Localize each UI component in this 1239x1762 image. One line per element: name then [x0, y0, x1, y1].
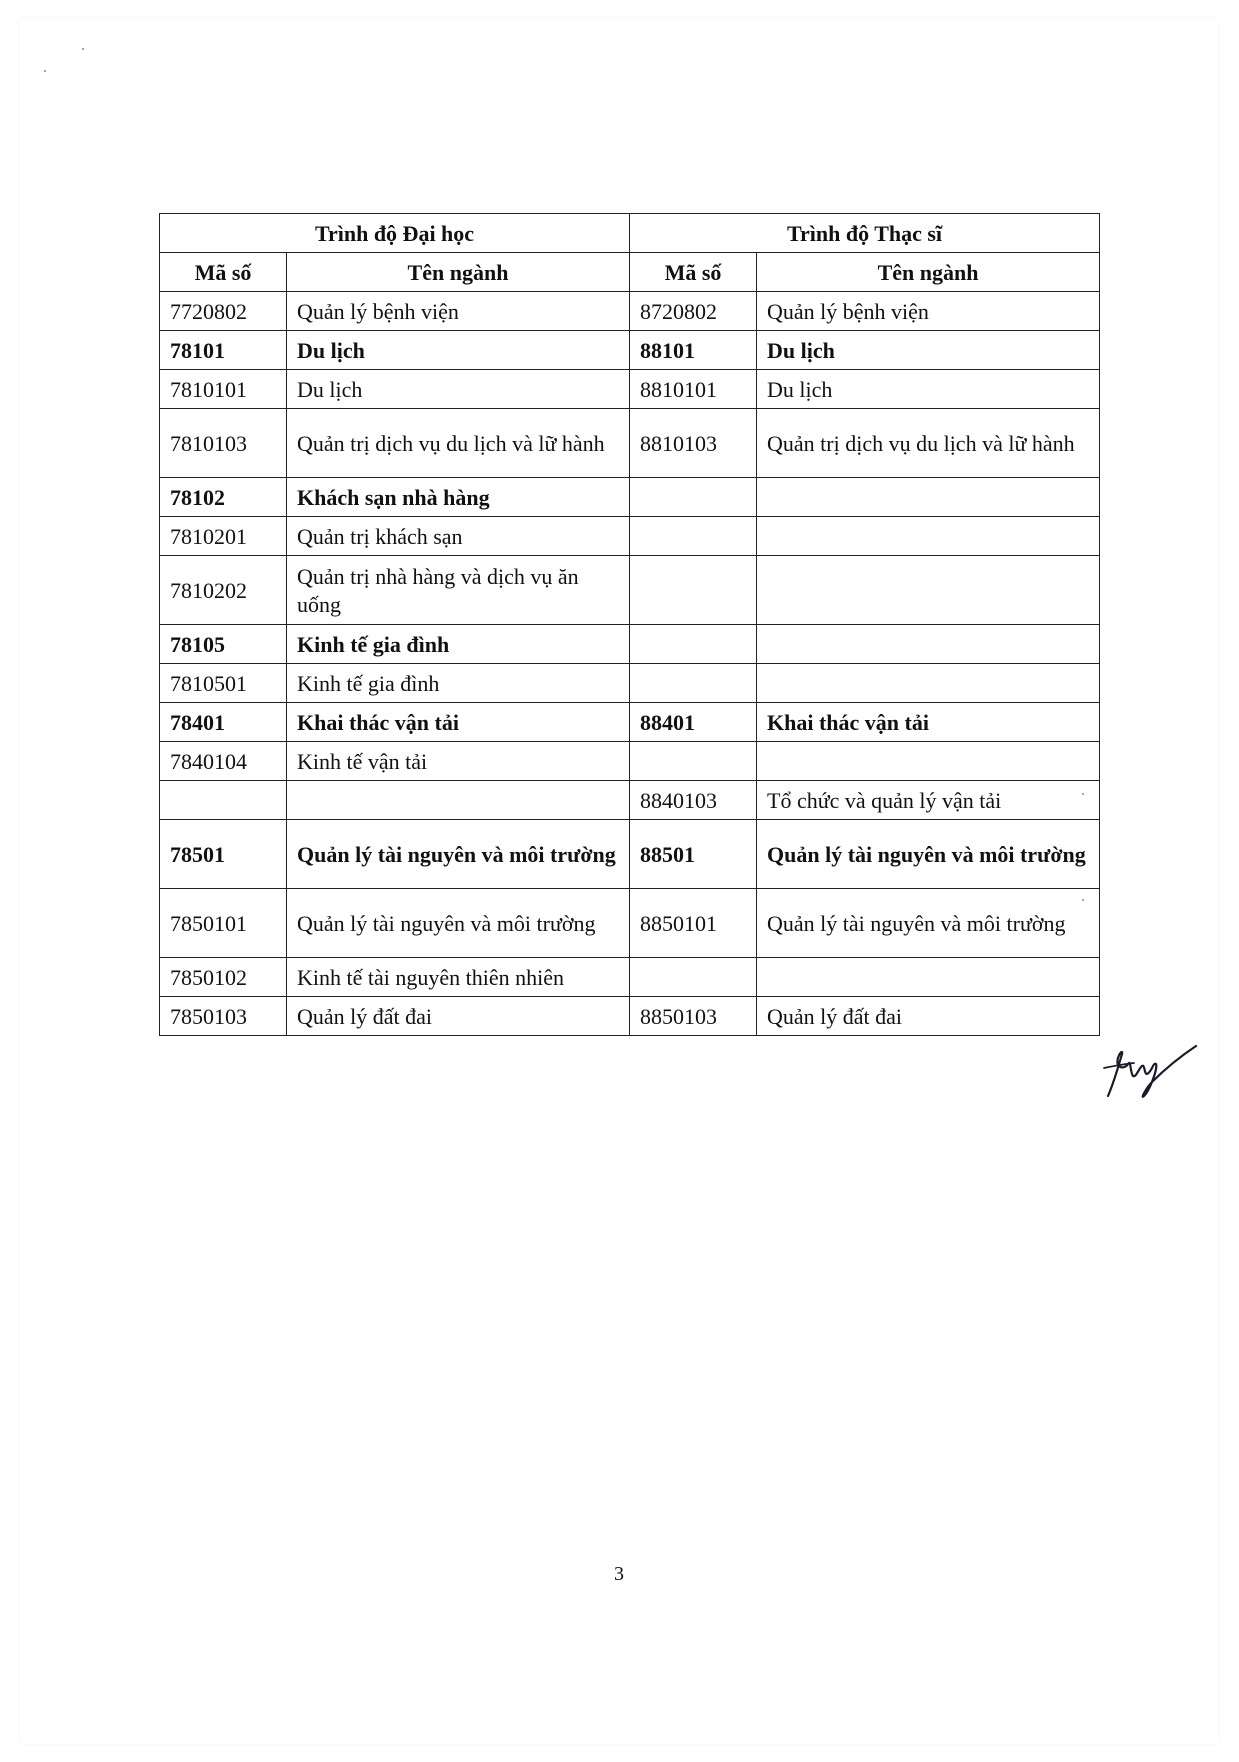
- bachelor-code-cell: 7850101: [160, 889, 287, 958]
- master-name-cell: [757, 742, 1100, 781]
- bachelor-level-header: Trình độ Đại học: [160, 214, 630, 253]
- table-row: [160, 997, 1100, 1036]
- table-column-header-row: [160, 253, 1100, 292]
- table-row: [160, 409, 1100, 478]
- table-row-group: [160, 478, 1100, 517]
- master-name-cell: [757, 664, 1100, 703]
- bachelor-code-cell: 7810202: [160, 556, 287, 625]
- master-code-cell: 8720802: [630, 292, 757, 331]
- master-name-cell: Khai thác vận tải: [757, 703, 1100, 742]
- master-code-cell: [630, 478, 757, 517]
- bachelor-code-cell: 78401: [160, 703, 287, 742]
- table-row: [160, 781, 1100, 820]
- bachelor-name-cell: Kinh tế gia đình: [287, 664, 630, 703]
- table-row: [160, 370, 1100, 409]
- bachelor-code-cell: 7810101: [160, 370, 287, 409]
- bachelor-code-cell: 78102: [160, 478, 287, 517]
- master-code-cell: [630, 556, 757, 625]
- bachelor-name-cell: Kinh tế gia đình: [287, 625, 630, 664]
- table-row-group: [160, 703, 1100, 742]
- master-name-cell: [757, 958, 1100, 997]
- bachelor-name-cell: Quản lý bệnh viện: [287, 292, 630, 331]
- page-sheet: [20, 18, 1218, 1744]
- master-code-cell: 88501: [630, 820, 757, 889]
- bachelor-code-cell: 78101: [160, 331, 287, 370]
- master-code-cell: [630, 517, 757, 556]
- bachelor-name-cell: Du lịch: [287, 370, 630, 409]
- document-page: [20, 18, 1218, 1744]
- master-code-cell: 8850103: [630, 997, 757, 1036]
- master-code-cell: 8850101: [630, 889, 757, 958]
- bachelor-name-cell: Quản trị nhà hàng và dịch vụ ăn uống: [287, 556, 630, 625]
- table-row: [160, 292, 1100, 331]
- table-group-header-row: [160, 214, 1100, 253]
- master-name-cell: Quản lý bệnh viện: [757, 292, 1100, 331]
- table-row: [160, 517, 1100, 556]
- bachelor-code-cell: 7810103: [160, 409, 287, 478]
- master-name-cell: Quản lý tài nguyên và môi trường: [757, 820, 1100, 889]
- handwritten-signature: [1100, 1038, 1200, 1102]
- master-code-cell: 8810103: [630, 409, 757, 478]
- master-code-cell: [630, 664, 757, 703]
- master-name-cell: Quản lý tài nguyên và môi trường: [757, 889, 1100, 958]
- master-code-cell: 88401: [630, 703, 757, 742]
- master-level-header: Trình độ Thạc sĩ: [630, 214, 1100, 253]
- table-row: [160, 556, 1100, 625]
- bachelor-name-cell: [287, 781, 630, 820]
- master-code-cell: [630, 958, 757, 997]
- bachelor-name-cell: Kinh tế vận tải: [287, 742, 630, 781]
- table-row: [160, 664, 1100, 703]
- master-name-cell: Du lịch: [757, 370, 1100, 409]
- bachelor-code-cell: 78105: [160, 625, 287, 664]
- bachelor-name-cell: Khai thác vận tải: [287, 703, 630, 742]
- bachelor-code-cell: 7810501: [160, 664, 287, 703]
- master-code-cell: [630, 742, 757, 781]
- master-name-cell: [757, 517, 1100, 556]
- bachelor-name-cell: Du lịch: [287, 331, 630, 370]
- master-code-cell: [630, 625, 757, 664]
- master-name-cell: Du lịch: [757, 331, 1100, 370]
- master-code-cell: 8810101: [630, 370, 757, 409]
- bachelor-name-cell: Khách sạn nhà hàng: [287, 478, 630, 517]
- master-name-cell: [757, 556, 1100, 625]
- table-row-group: [160, 331, 1100, 370]
- bachelor-name-cell: Quản lý tài nguyên và môi trường: [287, 820, 630, 889]
- table-row: [160, 742, 1100, 781]
- table-row-group: [160, 625, 1100, 664]
- master-name-header: Tên ngành: [757, 253, 1100, 292]
- bachelor-code-cell: 78501: [160, 820, 287, 889]
- master-name-cell: [757, 478, 1100, 517]
- master-name-cell: Tổ chức và quản lý vận tải: [757, 781, 1100, 820]
- bachelor-code-cell: 7850103: [160, 997, 287, 1036]
- bachelor-code-header: Mã số: [160, 253, 287, 292]
- bachelor-name-cell: Quản lý đất đai: [287, 997, 630, 1036]
- bachelor-code-cell: 7850102: [160, 958, 287, 997]
- bachelor-name-cell: Quản lý tài nguyên và môi trường: [287, 889, 630, 958]
- master-name-cell: Quản lý đất đai: [757, 997, 1100, 1036]
- scan-speck: [44, 70, 46, 72]
- master-code-header: Mã số: [630, 253, 757, 292]
- master-name-cell: [757, 625, 1100, 664]
- master-name-cell: Quản trị dịch vụ du lịch và lữ hành: [757, 409, 1100, 478]
- bachelor-code-cell: 7810201: [160, 517, 287, 556]
- page-number: 3: [614, 1563, 624, 1585]
- bachelor-name-header: Tên ngành: [287, 253, 630, 292]
- scan-speck: [82, 48, 84, 50]
- table-row: [160, 958, 1100, 997]
- bachelor-code-cell: 7720802: [160, 292, 287, 331]
- bachelor-name-cell: Quản trị dịch vụ du lịch và lữ hành: [287, 409, 630, 478]
- table-row: [160, 889, 1100, 958]
- bachelor-code-cell: [160, 781, 287, 820]
- master-code-cell: 8840103: [630, 781, 757, 820]
- bachelor-name-cell: Kinh tế tài nguyên thiên nhiên: [287, 958, 630, 997]
- master-code-cell: 88101: [630, 331, 757, 370]
- bachelor-code-cell: 7840104: [160, 742, 287, 781]
- programs-table: [159, 213, 1100, 1036]
- table-row-group: [160, 820, 1100, 889]
- bachelor-name-cell: Quản trị khách sạn: [287, 517, 630, 556]
